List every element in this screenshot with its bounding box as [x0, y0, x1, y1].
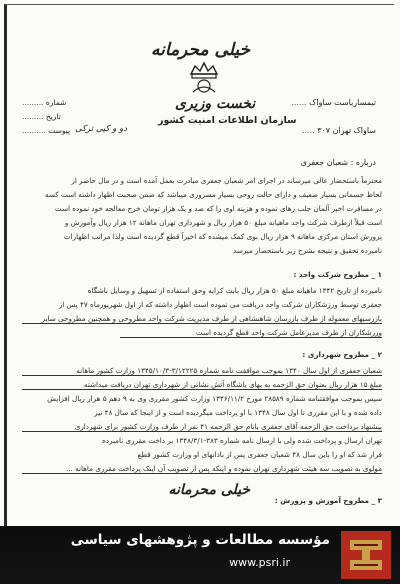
body-line: پرورش استان مرکزی ماهانه ۹ هزار ریال بوی کمک میشده که اخیراً قطع گردیده است ولذا مراتب اظهارات	[63, 232, 382, 241]
body-line: محترماً باستحضار عالی میرساند در اجرای امر شعبان جعفری مبادرت بعمل آمده است و در مال حاضر از	[71, 176, 382, 185]
classification-bottom: خیلی محرمانه	[168, 482, 250, 498]
section-heading: ۲ _ مطروح شهرداری :	[302, 350, 382, 359]
institute-url[interactable]: www.psri.ir	[229, 556, 290, 569]
recipient-line: تیمساریاست ساواک ......	[291, 98, 376, 107]
copy-note: دو و کپی ترکی	[75, 124, 127, 134]
number-value-dots: .........	[22, 98, 44, 107]
institute-footer	[0, 526, 400, 584]
body-line: در مسافرت اخیر آلمان جلب رهای نموده و هزینه اوی را که صد و یک هزار تومان خرج معالجه خود نموده است	[54, 204, 382, 213]
body-line-underlined: مولوی به تصویب سه هیئت شهرداری تهران نموده و اینکه پس از تصویب آن اینک پرداخت مقرری ماهانه ...	[22, 464, 382, 474]
body-line: سپس بموجب موافقتنامه شماره ۲۸۵۸۹ مورخ ۱۳۴۶/۱۱/۲ وزارت کشور مقرری وی به ۹ دهم ۵ هزار ریال افزایش	[47, 394, 382, 403]
number-field	[22, 98, 66, 107]
attachment-label: پیوست	[48, 126, 71, 135]
body-line-underlined: مبلغ ۱۵ هزار ریال بعنوان حق الزحمه به بهای باشگاه آتش نشانی از شهرداری تهران دریافت میداشته	[22, 380, 382, 390]
subject-line: درباره : شعبان جعفری	[300, 158, 376, 167]
institute-name: مؤسسه مطالعات و پژوهشهای سیاسی	[70, 532, 330, 548]
body-line-underlined: بازرسیهای معموله از طرف بازرسان شاهنشاهی از طرف مدیریت شرکت واحد مطروحی و همچنین مطروحی سایر	[22, 314, 382, 324]
body-line: نامبرده از تاریخ ۱۳۴۲ ماهیانه مبلغ ۵۰ هزار ریال بابت کرایه وحق استفاده از تسهیل و وسایل باشگاه	[87, 286, 382, 295]
lion-and-sun-crown-emblem-icon	[183, 60, 225, 96]
recipient-sub-text: ساواک تهران ۳۰۷	[317, 126, 376, 135]
date-field	[22, 112, 61, 121]
agency-line-2: سازمان اطلاعات امنیت کشور	[158, 115, 297, 126]
section-heading: ۱ _ مطروح شرکت واحد :	[293, 270, 382, 279]
body-line-underlined: شعبان جعفری از اول سال ۱۳۴۰ بموجب موافقت نامه شماره ۳/۱۲۲۲۵-۱۳۴۵/۱۰/۳ وزارت کشور ماهانه	[22, 366, 382, 376]
psri-logo-icon	[340, 530, 392, 580]
body-line-underlined: ورزشکاران از طرف مدیرعامل شرکت واحد قطع گردیده است	[120, 328, 382, 338]
section-heading: ۳ _ مطروح آموزش و پرورش :	[274, 496, 382, 505]
body-line: نامبرده تحقیق و نتیجه بشرح زیر باستحضار میرسد	[232, 246, 382, 255]
body-line: است قبلاً ازطرف شرکت واحد ماهیانه مبلغ ۵۰ هزار ریال و شهرداری تهران ماهانه ۱۲ هزار ریال وآموزش و	[64, 218, 382, 227]
body-line: داده شده و با این مقرری تا اول سال ۱۳۴۸ با او پرداخت میگردیده است و از اینجا که سال ۴۸ نیز	[94, 408, 382, 417]
agency-line-1: نخست وزیری	[175, 96, 256, 112]
recipient-sub-line: ساواک تهران ۳۰۷ .....	[301, 126, 376, 135]
body-line: جعفری توسط ورزشکاران شرکت واحد دریافت می نموده است اظهار داشته که از اول شهریورماه ۴۷ پس از	[58, 300, 382, 309]
body-line: قرار شد که او را باین سال ۴۸ شعبان جعفری پس از بادانهای او وزارت کشور قطع	[137, 450, 382, 459]
classification-top: خیلی محرمانه	[151, 40, 250, 60]
body-line: لحاظ جسمانی بسیار ضعیف و دارای حالت روحی بسیار مسروری میباشد که ضمن صحبت اظهار داشته است کسه	[44, 190, 382, 199]
attachment-field	[22, 126, 70, 135]
date-label: تاریخ	[45, 112, 61, 121]
body-line: تهران ارسال و پرداخت شده ولی با ارسال نامه شماره ۳۸۳-۱۳۴۸/۳/۱ بر داخت مقرری نامبرده	[102, 436, 382, 445]
number-label: شماره	[45, 98, 67, 107]
recipient-text: تیمساریاست ساواک	[309, 98, 376, 107]
date-value-dots: .........	[22, 112, 44, 121]
attachment-value-dots: ..........	[22, 126, 46, 135]
body-line-underlined: پیشنهاد برداخت حق الزحمه آقای جعفری بانام حق الزحمه ۴۱ نفر از طرف وزارت کشور برای شهرداری	[22, 422, 382, 432]
